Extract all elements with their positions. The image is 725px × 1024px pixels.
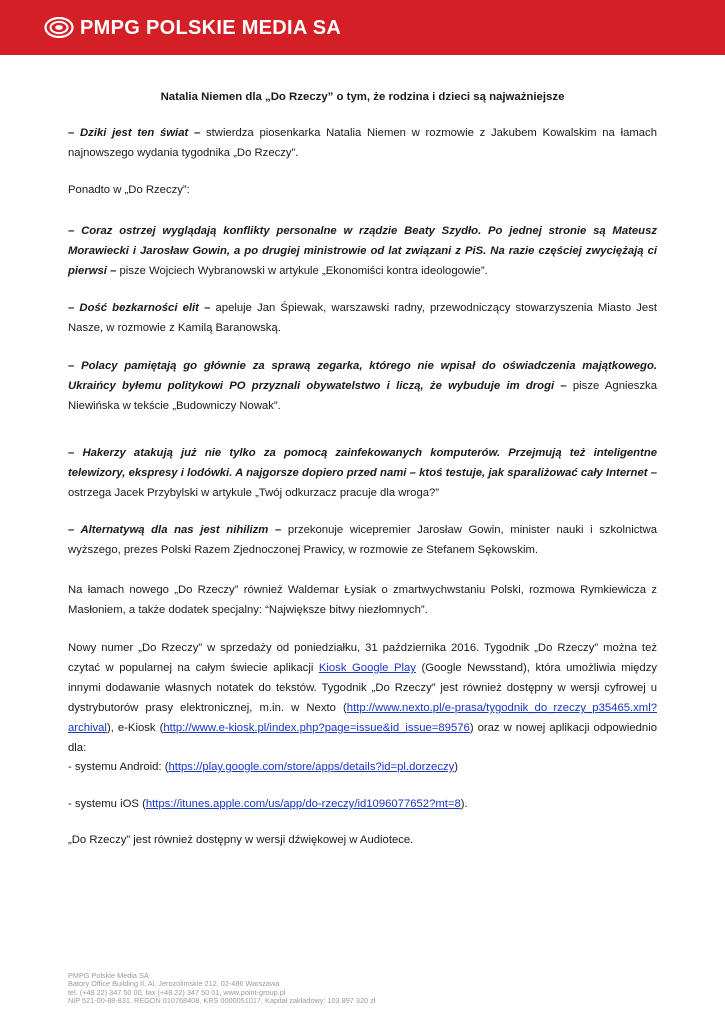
nexto-link[interactable]: http://www.nexto.pl/e-prasa/tygodnik_do_rzeczy_p35465.xml?archival	[68, 702, 657, 734]
footer-registration: NIP 521-00-88-831, REGON 010768408, KRS 0000051017, Kapitał zakładowy: 103 897 320 zł	[68, 995, 376, 1005]
e-kiosk-link[interactable]: http://www.e-kiosk.pl/index.php?page=issue&id_issue=89576	[163, 722, 470, 734]
footer-contact: tel. (+48 22) 347 50 00, fax (+48 22) 347 50 01, www.point-group.pl	[68, 987, 286, 997]
paragraph-text: - systemu Android: (	[68, 761, 169, 773]
android-app-link[interactable]: https://play.google.com/store/apps/details?id=pl.dorzeczy	[168, 761, 455, 773]
paragraph-text: apeluje Jan Śpiewak, warszawski radny, przewodniczący stowarzyszenia Miasto Jest Nasze, w rozmowie z Kamilą Baranowską.	[68, 302, 657, 334]
paragraph-android	[68, 757, 657, 777]
paragraph-text: stwierdza piosenkarka Natalia Niemen w rozmowie z Jakubem Kowalskim na łamach najnowszego wydania tygodnika „Do Rzeczy”.	[68, 127, 657, 159]
quote-lead: – Alternatywą dla nas jest nihilizm –	[68, 524, 282, 536]
paragraph-intro	[68, 123, 657, 163]
paragraph-text: ) oraz w nowej aplikacji odpowiednio dla:	[68, 722, 657, 754]
paragraph-text: ostrzega Jacek Przybylski w artykule „Twój odkurzacz pracuje dla wroga?”	[68, 487, 440, 499]
document-title: Natalia Niemen dla „Do Rzeczy” o tym, że rodzina i dzieci są najważniejsze	[160, 91, 565, 103]
paragraph-ios	[68, 794, 657, 814]
paragraph-ponadto: Ponadto w „Do Rzeczy”:	[68, 184, 190, 196]
quote-lead: – Polacy pamiętają go głównie za sprawą zegarka, którego nie wpisał do oświadczenia majątkowego. Ukraińcy byłemu politykowi PO przyznali obywatelstwo i liczą, że wybuduje im drogi –	[68, 360, 657, 392]
paragraph-hakerzy	[68, 443, 657, 503]
brand-name: PMPG POLSKIE MEDIA SA	[80, 17, 342, 39]
paragraph-text: pisze Agnieszka Niewińska w tekście „Budowniczy Nowak”.	[68, 380, 657, 412]
paragraph-nowak	[68, 356, 657, 416]
paragraph-audioteka: „Do Rzeczy” jest również dostępny w wersji dźwiękowej w Audiotece.	[68, 834, 414, 846]
paragraph-text: Nowy numer „Do Rzeczy” w sprzedaży od poniedziałku, 31 października 2016. Tygodnik „Do Rzeczy” można też czytać w popularnej na całym świecie aplikacji	[68, 642, 657, 674]
paragraph-lysiak: Na łamach nowego „Do Rzeczy” również Waldemar Łysiak o zmartwychwstaniu Polski, rozmowa Rymkiewicza z Masłoniem, a także dodatek specjalny: “Największe bitwy niezłomnych”.	[68, 584, 657, 616]
footer-company-name: PMPG Polskie Media SA	[68, 971, 149, 980]
paragraph-text: przekonuje wicepremier Jarosław Gowin, minister nauki i szkolnictwa wyższego, prezes Polski Razem Zjednoczonej Prawicy, w rozmowie ze Stefanem Sękowskim.	[68, 524, 657, 556]
ios-app-link[interactable]: https://itunes.apple.com/us/app/do-rzeczy/id1096077652?mt=8	[145, 798, 461, 810]
quote-lead: – Dziki jest ten świat –	[68, 127, 201, 139]
paragraph-text: pisze Wojciech Wybranowski w artykule „Ekonomiści kontra ideologowie”.	[116, 265, 488, 277]
paragraph-text: ), e-Kiosk (	[106, 722, 164, 734]
paragraph-elity	[68, 298, 657, 338]
paragraph-availability	[68, 638, 657, 758]
paragraph-konflikty	[68, 221, 657, 281]
paragraph-text: (Google Newsstand), która umożliwia między innymi dodawanie własnych notatek do tekstów. Tygodnik „Do Rzeczy” jest również dostępny w wersji cyfrowej u dystrybutorów prasy elektronicznej, m.in. w Nexto (	[68, 662, 657, 714]
paragraph-gowin	[68, 520, 657, 560]
footer-address: Batory Office Building II, Al. Jerozolimskie 212, 02-486 Warszawa	[68, 979, 280, 989]
kiosk-google-play-link[interactable]: Kiosk Google Play	[318, 662, 416, 674]
pmpg-logo-icon	[44, 17, 74, 38]
header-banner	[0, 0, 725, 55]
quote-lead: – Dość bezkarności elit –	[68, 302, 211, 314]
quote-lead: – Coraz ostrzej wyglądają konflikty personalne w rządzie Beaty Szydło. Po jednej stronie są Mateusz Morawiecki i Jarosław Gowin, a po drugiej ministrowie od lat związani z PiS. Na razie częściej zwyciężają ci pierwsi –	[68, 225, 657, 277]
paragraph-text: - systemu iOS (	[68, 798, 146, 810]
company-footer	[68, 972, 375, 1005]
paragraph-text: )	[454, 761, 459, 773]
paragraph-text: ).	[460, 798, 468, 810]
quote-lead: – Hakerzy atakują już nie tylko za pomocą zainfekowanych komputerów. Przejmują też inteligentne telewizory, ekspresy i lodówki. A najgorsze dopiero przed nami – ktoś testuje, jak sparaliżować cały Internet –	[68, 447, 657, 479]
